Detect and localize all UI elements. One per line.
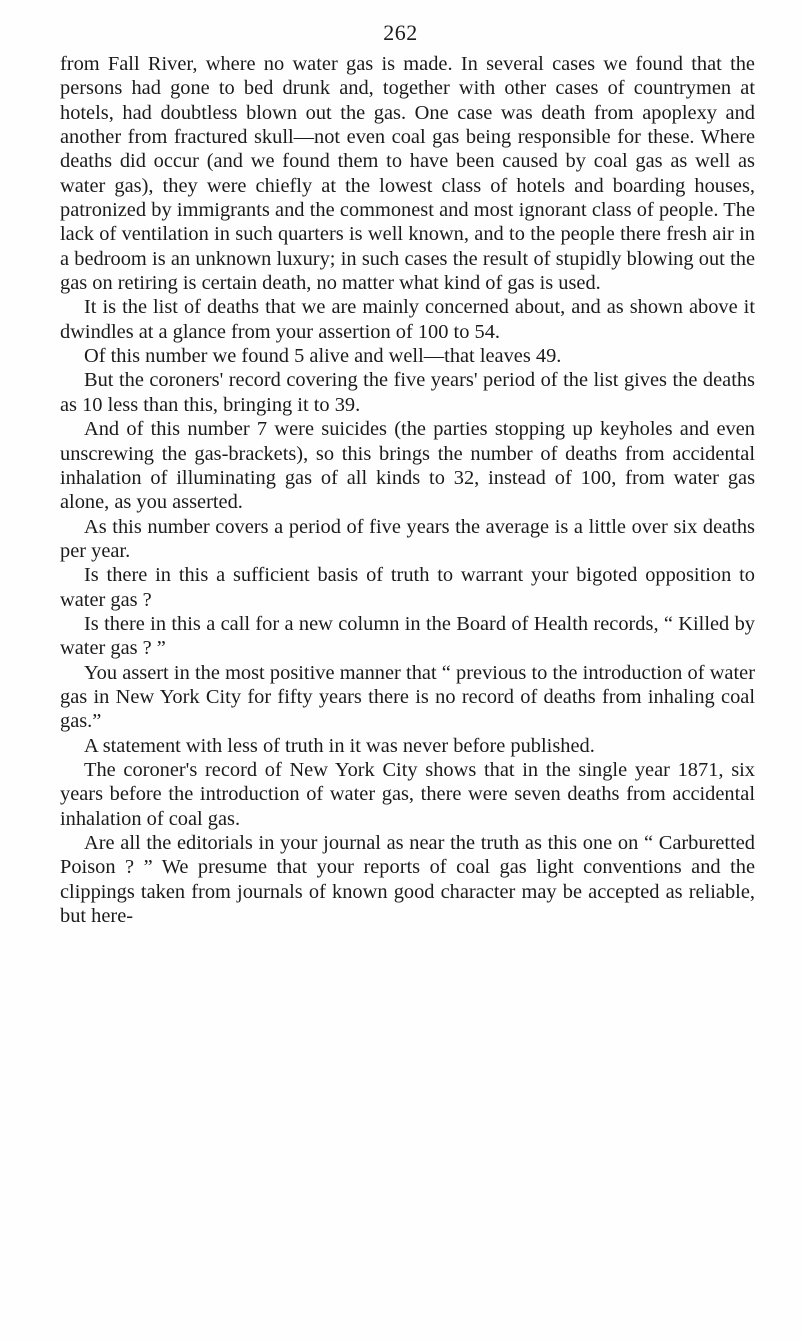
- paragraph: You assert in the most positive manner that “ previous to the introduction of water gas in New York City for fifty years there is no record of deaths from inhaling coal gas.”: [60, 661, 755, 733]
- paragraph: And of this number 7 were suicides (the parties stopping up keyholes and even unscrewing the gas-brackets), so this brings the number of deaths from accidental inhalation of illuminating gas of all kinds to 32, instead of 100, from water gas alone, as you asserted.: [60, 418, 755, 514]
- paragraph: It is the list of deaths that we are mainly concerned about, and as shown above it dwindles at a glance from your assertion of 100 to 54.: [60, 296, 755, 343]
- paragraph: Are all the editorials in your journal as near the truth as this one on “ Carburetted Poison ? ” We presume that your reports of coal gas light conventions and the clippings taken from journals of known good character may be accepted as reliable, but here-: [60, 832, 755, 928]
- paragraph: from Fall River, where no water gas is made. In several cases we found that the persons had gone to bed drunk and, together with other cases of countrymen at hotels, had doubtless blown out the gas. One case was death from apoplexy and another from fractured skull—not even coal gas being responsible for these. Where deaths did occur (and we found them to have been caused by coal gas as well as water gas), they were chiefly at the lowest class of hotels and boarding houses, patronized by immigrants and the commonest and most ignorant class of people. The lack of ventilation in such quarters is well known, and to the people there fresh air in a bedroom is an unknown luxury; in such cases the result of stupidly blowing out the gas on retiring is certain death, no matter what kind of gas is used.: [60, 53, 755, 295]
- paragraph: As this number covers a period of five years the average is a little over six deaths per year.: [60, 515, 755, 562]
- paragraph: The coroner's record of New York City shows that in the single year 1871, six years before the introduction of water gas, there were seven deaths from accidental inhalation of coal gas.: [60, 758, 755, 830]
- body-text: [60, 52, 755, 928]
- paragraph: A statement with less of truth in it was never before published.: [84, 734, 595, 757]
- paragraph: But the coroners' record covering the five years' period of the list gives the deaths as 10 less than this, bringing it to 39.: [60, 369, 755, 416]
- page-number: 262: [383, 20, 418, 45]
- paragraph: Of this number we found 5 alive and well—that leaves 49.: [84, 345, 562, 368]
- paragraph: Is there in this a call for a new column in the Board of Health records, “ Killed by water gas ? ”: [60, 612, 755, 660]
- paragraph: Is there in this a sufficient basis of truth to warrant your bigoted opposition to water gas ?: [60, 564, 755, 611]
